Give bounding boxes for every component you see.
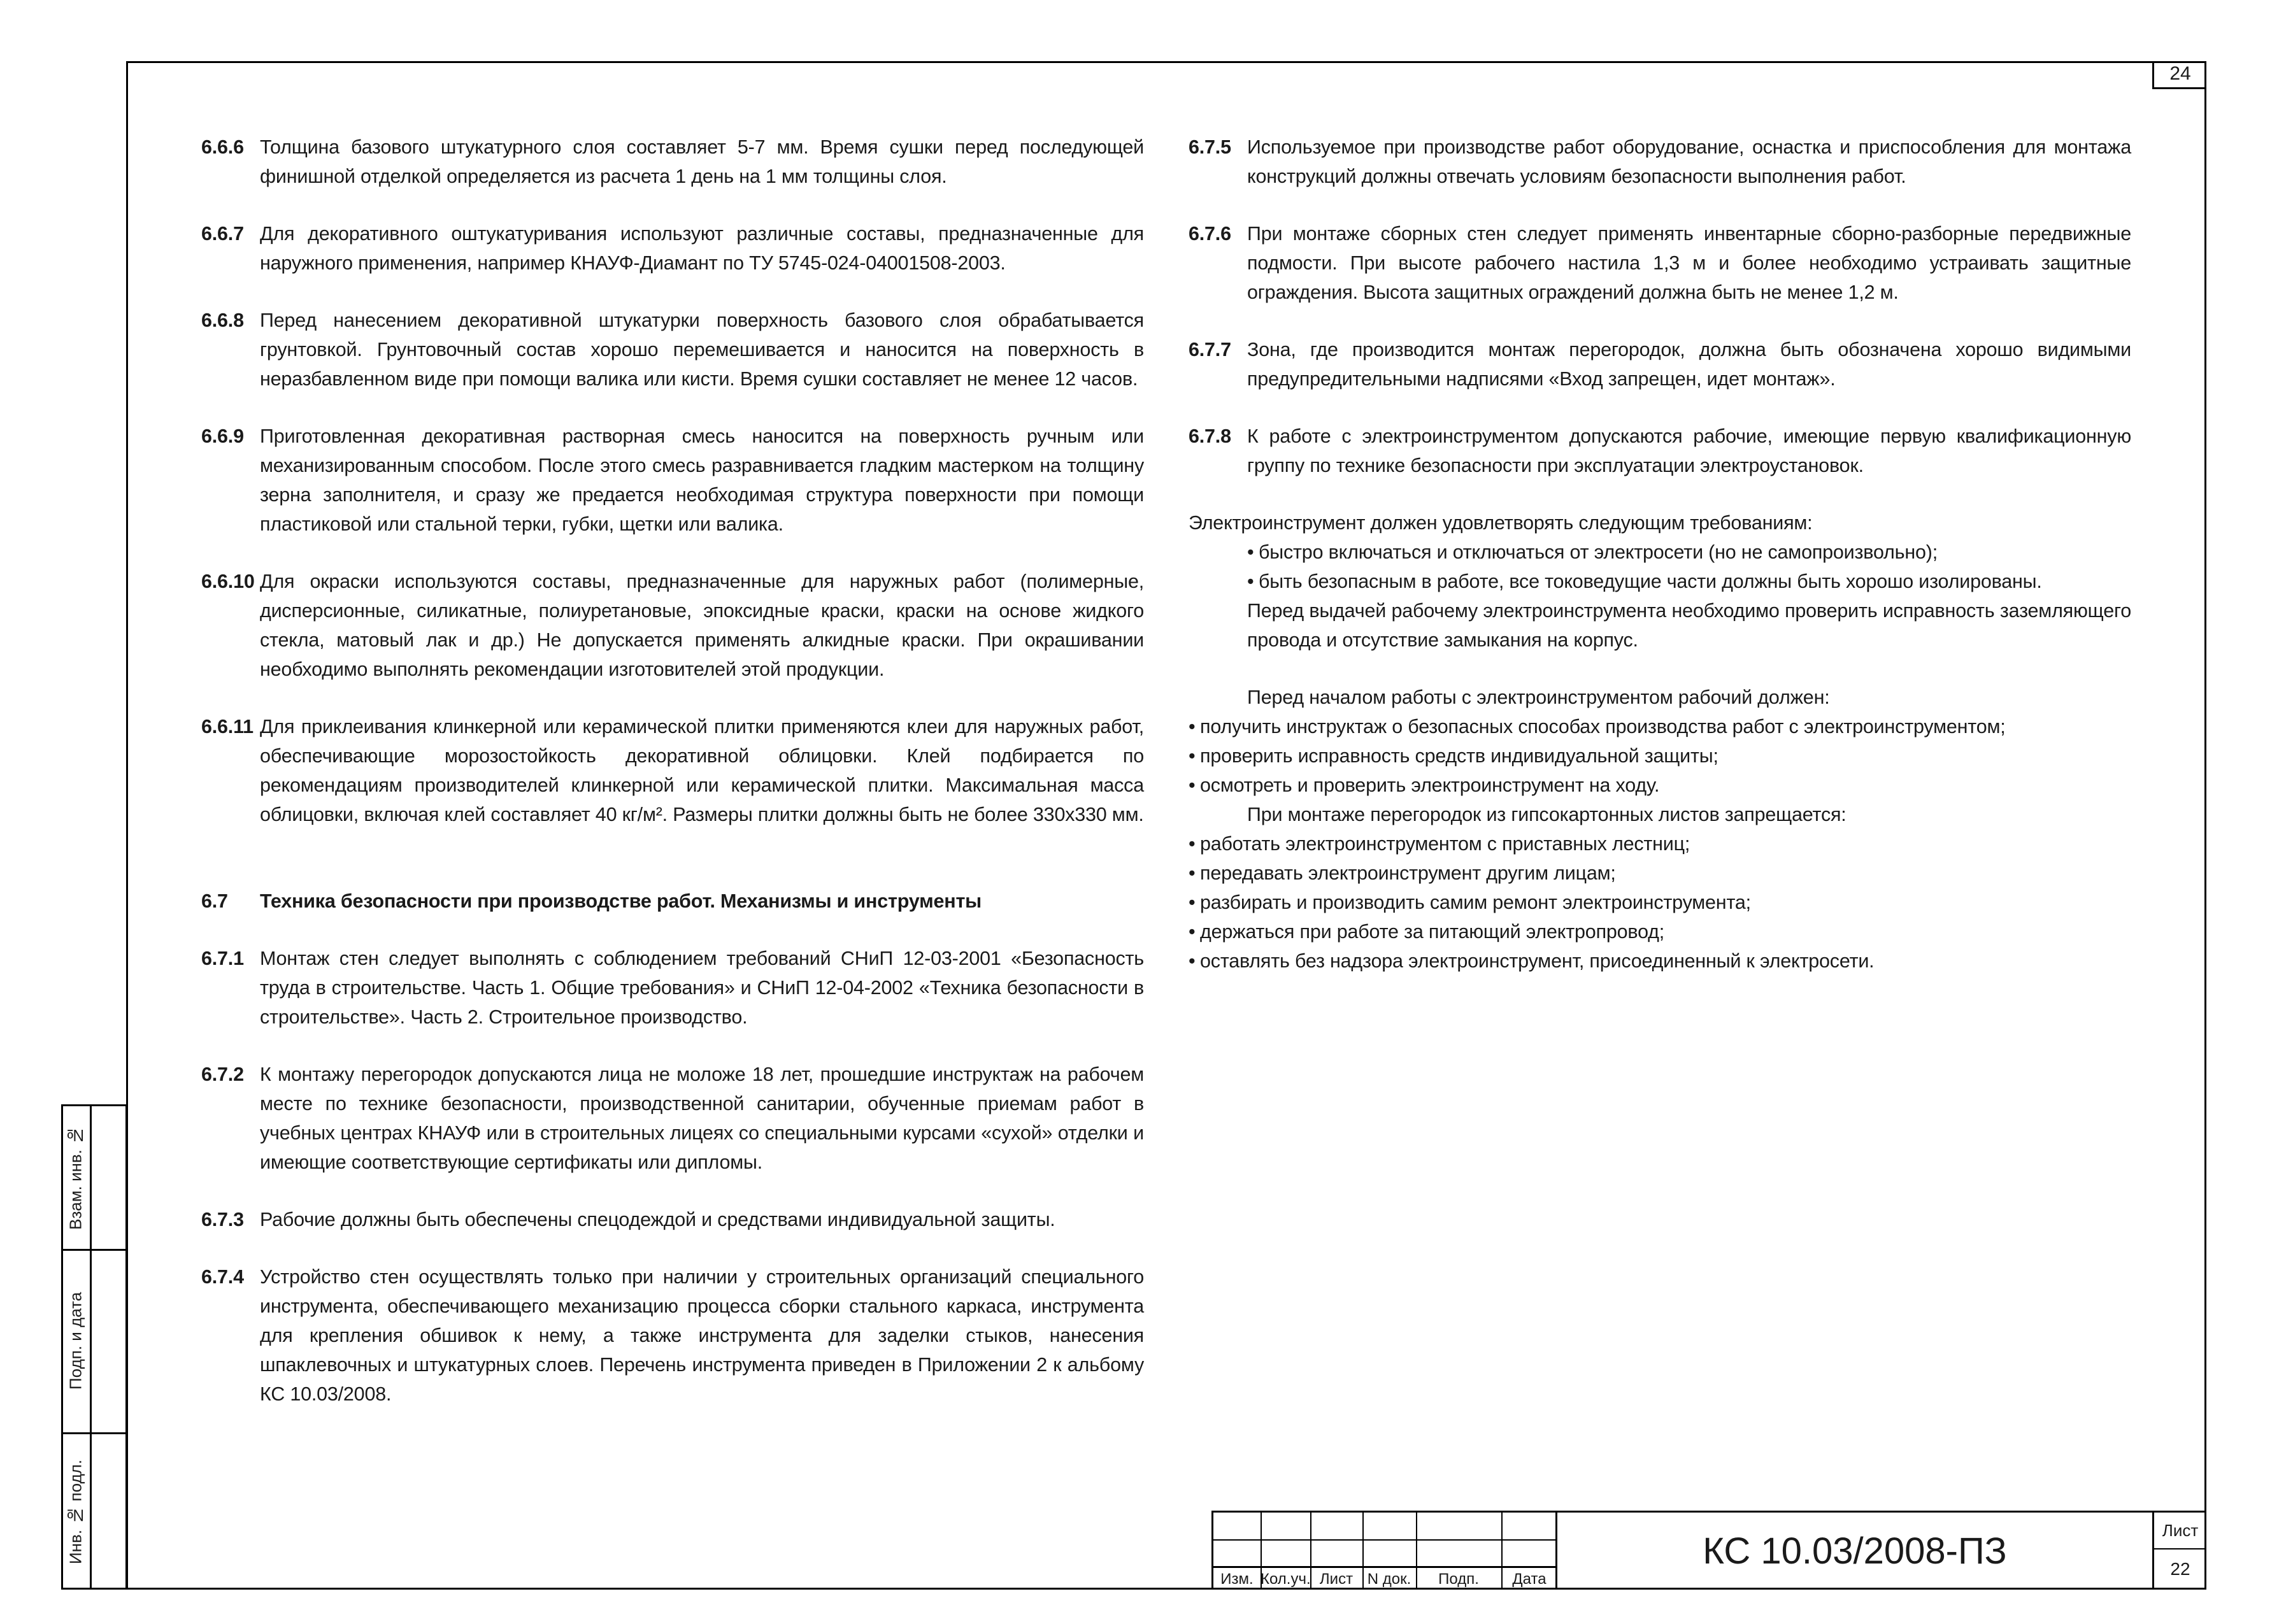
strip-label-replacement-inventory: Взам. инв. № [66,1125,85,1230]
paragraph-number: 6.7.4 [201,1266,244,1288]
col-label-sheet: Лист [1319,1571,1354,1588]
paragraph-text: Приготовленная декоративная растворная смесь наносится на поверхность ручным или механизированным способом. После этого смесь разравнивается гладким мастерком на толщину зерна заполнителя, и сразу же предается необходимая структура поверхности при помощи пластиковой или стальной терки, губки, щетки или валика. [260,425,1144,535]
paragraph-number: 6.7.8 [1189,425,1231,447]
paragraph-number: 6.6.11 [201,716,254,737]
document-code: КС 10.03/2008-ПЗ [1555,1511,2152,1590]
bullet-item: • быстро включаться и отключаться от электросети (но не самопроизвольно); [1247,538,2131,567]
right-text-column [1189,132,2131,976]
paragraph-text: При монтаже сборных стен следует применять инвентарные сборно-разборные передвижные подмости. При высоте рабочего настила 1,3 м и более необходимо устраивать защитные ограждения. Высота защитных ограждений должна быть не менее 1,2 м. [1247,223,2131,303]
numbered-paragraph [201,567,1144,684]
paragraph-text: Для декоративного оштукатуривания используют различные составы, предназначенные для наружного применения, например КНАУФ-Диамант по ТУ 5745-024-04001508-2003. [260,223,1144,274]
col-label-change: Изм. [1220,1571,1254,1588]
paragraph-number: 6.7 [201,890,228,912]
paragraph-text: Перед нанесением декоративной штукатурки поверхность базового слоя обрабатывается грунтовкой. Грунтовочный состав хорошо перемешивается и наносится на поверхность в неразбавленном виде при помощи валика или кисти. Время сушки составляет не менее 12 часов. [260,310,1144,390]
strip-label-original-inventory: Инв. № подл. [66,1459,85,1565]
bullet-item: • оставлять без надзора электроинструмент, присоединенный к электросети. [1189,946,2131,976]
numbered-paragraph [201,422,1144,539]
before-work-intro: Перед началом работы с электроинструментом рабочий должен: [1247,687,1830,708]
numbered-paragraph [1189,335,2131,394]
paragraph-text: Монтаж стен следует выполнять с соблюдением требований СНиП 12-03-2001 «Безопасность труда в строительстве. Часть 1. Общие требования» и СНиП 12-04-2002 «Техника безопасности в строительстве». Часть 2. Строительное производство. [260,948,1144,1028]
bullet-item: • держаться при работе за питающий электропровод; [1189,917,2131,946]
paragraph-number: 6.7.7 [1189,339,1231,360]
paragraph-number: 6.6.9 [201,425,244,447]
col-label-count: Кол.уч. [1261,1571,1311,1588]
paragraph-text: К монтажу перегородок допускаются лица не моложе 18 лет, прошедшие инструктаж на рабочем месте по технике безопасности, производственной санитарии, обученные приемам работ в учебных центрах КНАУФ или в строительных лицеях со специальными курсами «сухой» отделки и имеющие соответствующие сертификаты или дипломы. [260,1064,1144,1173]
left-text-column [201,132,1144,1437]
paragraph-number: 6.7.1 [201,948,244,969]
numbered-paragraph [1189,219,2131,307]
numbered-paragraph [201,944,1144,1032]
paragraph-text: Зона, где производится монтаж перегородок, должна быть обозначена хорошо видимыми предупредительными надписями «Вход запрещен, идет монтаж». [1247,339,2131,390]
bullet-item: • быть безопасным в работе, все токоведущие части должны быть хорошо изолированы. [1247,567,2131,596]
paragraph-number: 6.6.8 [201,310,244,331]
paragraph-number: 6.6.6 [201,136,244,158]
revision-grid [1211,1511,1555,1590]
strip-label-signature-date: Подп. и дата [66,1292,85,1390]
numbered-paragraph [201,219,1144,278]
col-label-signature: Подп. [1438,1571,1479,1588]
paragraph-number: 6.7.2 [201,1064,244,1085]
paragraph-number: 6.6.7 [201,223,244,245]
left-stamp-strip [61,1104,127,1590]
paragraph-text: Толщина базового штукатурного слоя составляет 5-7 мм. Время сушки перед последующей финишной отделкой определяется из расчета 1 день на 1 мм толщины слоя. [260,136,1144,187]
before-work-list [1189,712,2131,800]
forbidden-list [1189,829,2131,976]
bullet-item: • проверить исправность средств индивидуальной защиты; [1189,741,2131,771]
paragraph-text: Рабочие должны быть обеспечены спецодеждой и средствами индивидуальной защиты. [260,1209,1055,1230]
numbered-paragraph [201,1205,1144,1234]
bullet-item: • передавать электроинструмент другим лицам; [1189,858,2131,888]
paragraph-number: 6.7.6 [1189,223,1231,245]
forbidden-intro: При монтаже перегородок из гипсокартонных листов запрещается: [1247,804,1847,825]
sheet-number-box [2152,1511,2206,1590]
numbered-paragraph [201,1060,1144,1177]
numbered-paragraph [201,132,1144,191]
right-numbered-paragraphs [1189,132,2131,480]
bullet-item: • разбирать и производить самим ремонт электроинструмента; [1189,888,2131,917]
col-label-doc-number: N док. [1367,1571,1411,1588]
grid-header-line [1213,1566,1555,1568]
paragraph-number: 6.6.10 [201,571,255,592]
top-page-number: 24 [2152,61,2206,89]
paragraph-number: 6.7.5 [1189,136,1231,158]
paragraph-text: К работе с электроинструментом допускаются рабочие, имеющие первую квалификационную группу по технике безопасности при эксплуатации электроустановок. [1247,425,2131,476]
bullet-item: • осмотреть и проверить электроинструмент на ходу. [1189,771,2131,800]
numbered-paragraph [201,306,1144,394]
col-label-date: Дата [1512,1571,1547,1588]
check-paragraph: Перед выдачей рабочему электроинструмента необходимо проверить исправность заземляющего провода и отсутствие замыкания на корпус. [1247,600,2131,651]
bullet-item: • работать электроинструментом с приставных лестниц; [1189,829,2131,858]
section-heading [201,887,1144,916]
paragraph-number: 6.7.3 [201,1209,244,1230]
paragraph-text: Для окраски используются составы, предназначенные для наружных работ (полимерные, дисперсионные, силикатные, полиуретановые, эпоксидные краски, краски на основе жидкого стекла, матовый лак и др.) Не допускается применять алкидные краски. При окрашивании необходимо выполнять рекомендации изготовителей этой продукции. [260,571,1144,680]
sheet-label: Лист [2154,1513,2206,1549]
numbered-paragraph [1189,132,2131,191]
title-block [1211,1511,2206,1590]
paragraph-text: Для приклеивания клинкерной или керамической плитки применяются клеи для наружных работ, обеспечивающие морозостойкость декоративной облицовки. Клей подбирается по рекомендациям производителей клинкерной или керамической плитки. Максимальная масса облицовки, включая клей составляет 40 кг/м². Размеры плитки должны быть не более 330х330 мм. [260,716,1144,825]
numbered-paragraph [1189,422,2131,480]
paragraph-text: Устройство стен осуществлять только при наличии у строительных организаций специального инструмента, обеспечивающего механизацию процесса сборки стального каркаса, инструмента для крепления обшивок к нему, а также инструмента для заделки стыков, нанесения шпаклевочных и штукатурных слоев. Перечень инструмента приведен в Приложении 2 к альбому КС 10.03/2008. [260,1266,1144,1405]
sheet-number: 22 [2170,1559,2190,1579]
tool-requirements-intro: Электроинструмент должен удовлетворять следующим требованиям: [1189,512,1813,534]
numbered-paragraph [201,1262,1144,1409]
grid-row-line [1213,1539,1555,1541]
paragraph-text: Техника безопасности при производстве работ. Механизмы и инструменты [260,890,982,912]
tool-requirements-list [1189,538,2131,596]
paragraph-text: Используемое при производстве работ оборудование, оснастка и приспособления для монтажа конструкций должны отвечать условиям безопасности выполнения работ. [1247,136,2131,187]
numbered-paragraph [201,712,1144,829]
bullet-item: • получить инструктаж о безопасных способах производства работ с электроинструментом; [1189,712,2131,741]
